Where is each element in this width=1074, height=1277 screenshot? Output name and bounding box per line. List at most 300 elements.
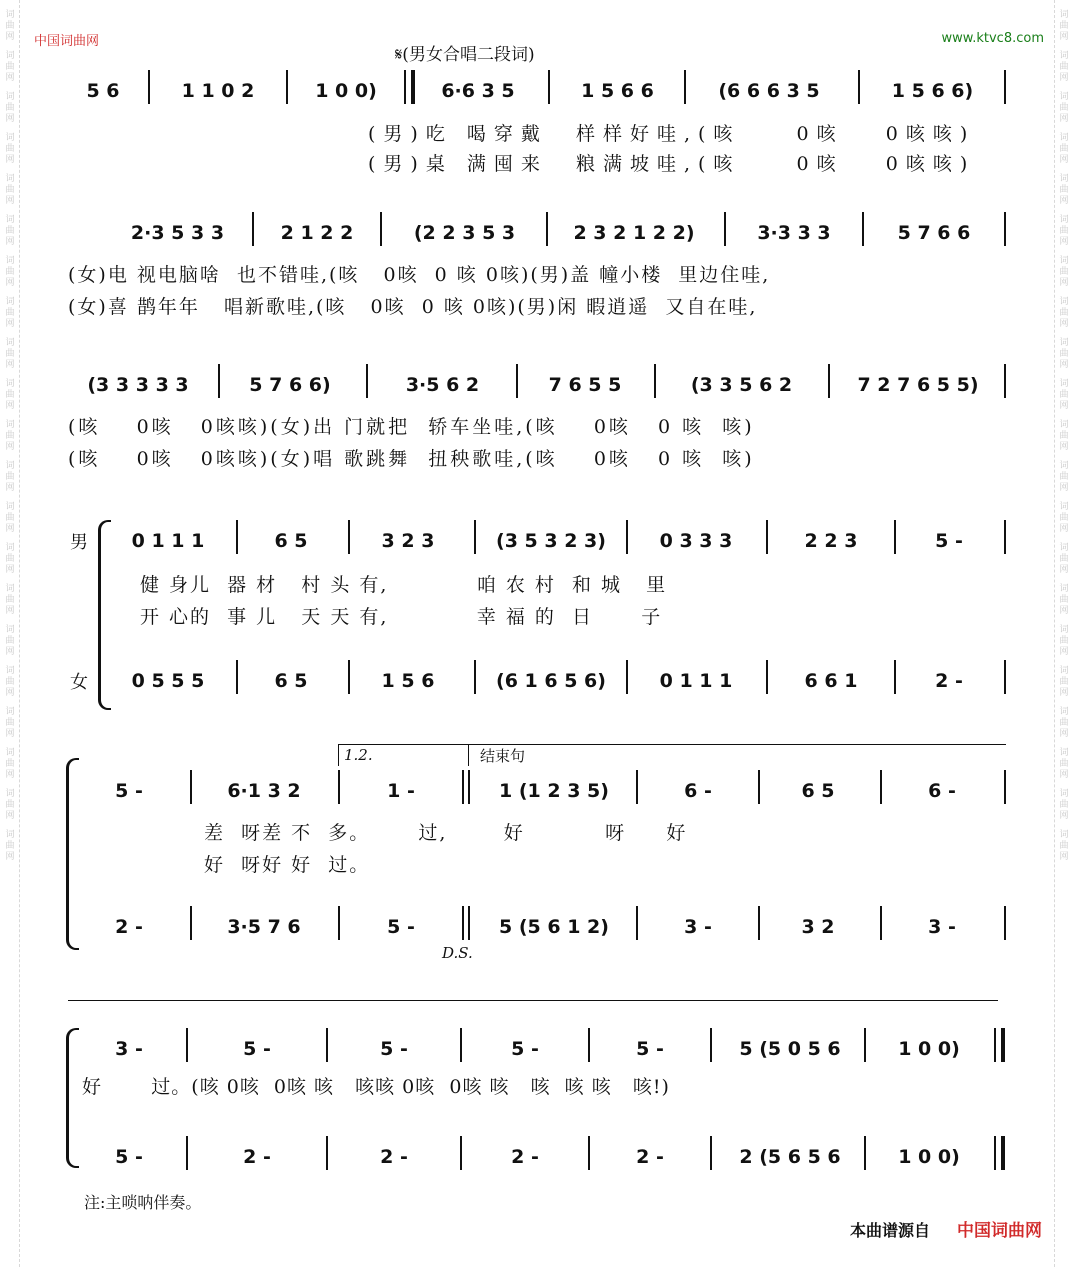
watermark-char: 词 xyxy=(1059,830,1069,840)
measure: 1 0 0) xyxy=(898,1146,960,1168)
watermark-char: 词 xyxy=(5,707,15,717)
measure: 5 7 6 6 xyxy=(897,222,971,244)
barline xyxy=(636,770,638,804)
watermark-char: 曲 xyxy=(1059,144,1069,154)
lyric-text: (男)吃 喝穿戴 样样好哇,(咳 0咳 0咳咳) xyxy=(368,123,976,145)
watermark-char: 词 xyxy=(5,666,15,676)
watermark-char: 曲 xyxy=(5,472,15,482)
section-title: 𝄋(男女合唱二段词) xyxy=(395,45,535,65)
watermark-char: 词 xyxy=(1059,92,1069,102)
watermark-char: 词 xyxy=(5,461,15,471)
ds-label: D.S. xyxy=(442,944,473,962)
watermark-char: 曲 xyxy=(5,595,15,605)
header-brand-link[interactable]: 中国词曲网 xyxy=(34,34,100,49)
volta-bracket-end xyxy=(468,744,469,766)
measure: 0 5 5 5 xyxy=(131,670,205,692)
barline xyxy=(858,70,860,104)
barline xyxy=(862,212,864,246)
watermark-char: 曲 xyxy=(1059,513,1069,523)
watermark-char: 曲 xyxy=(1059,226,1069,236)
male-notes-line xyxy=(0,526,1074,556)
watermark-stamp xyxy=(1059,338,1068,371)
watermark-char: 网 xyxy=(5,155,15,165)
measure: 5 6 xyxy=(86,80,120,102)
male-lyrics-line xyxy=(0,602,1074,628)
watermark-char: 网 xyxy=(5,319,15,329)
watermark-char: 曲 xyxy=(1059,718,1069,728)
lyrics-line xyxy=(0,119,1074,145)
measure: (3 3 3 3 3 xyxy=(87,374,189,396)
barline xyxy=(286,70,288,104)
measure: 2 - xyxy=(636,1146,664,1168)
watermark-char: 网 xyxy=(5,688,15,698)
watermark-char: 词 xyxy=(5,502,15,512)
measure: 1 1 0 2 xyxy=(181,80,255,102)
watermark-char: 网 xyxy=(5,647,15,657)
barline xyxy=(516,364,518,398)
barline xyxy=(326,1028,328,1062)
measure: 6 6 1 xyxy=(804,670,858,692)
barline xyxy=(894,660,896,694)
watermark-char: 曲 xyxy=(1059,800,1069,810)
watermark-char: 曲 xyxy=(5,759,15,769)
barline xyxy=(236,520,238,554)
barline xyxy=(218,364,220,398)
lyric-text: (咳 0咳 0咳咳)(女)唱 歌跳舞 扭秧歌哇,(咳 0咳 0 咳 咳) xyxy=(68,448,755,470)
measure: 6 - xyxy=(928,780,956,802)
barline xyxy=(626,660,628,694)
measure: 3 - xyxy=(684,916,712,938)
watermark-char: 网 xyxy=(5,770,15,780)
barline xyxy=(626,520,628,554)
watermark-char: 网 xyxy=(5,237,15,247)
volta-bracket-line xyxy=(338,744,1006,745)
barline xyxy=(186,1028,188,1062)
watermark-char: 词 xyxy=(5,92,15,102)
measure: 0 1 1 1 xyxy=(131,530,205,552)
watermark-char: 曲 xyxy=(1059,759,1069,769)
watermark-char: 词 xyxy=(5,256,15,266)
measure: 5 - xyxy=(387,916,415,938)
barline xyxy=(460,1028,462,1062)
watermark-char: 曲 xyxy=(5,103,15,113)
final-barline xyxy=(994,1136,1005,1170)
watermark-char: 词 xyxy=(1059,10,1069,20)
watermark-char: 词 xyxy=(5,584,15,594)
measure: 1 (1 2 3 5) xyxy=(499,780,609,802)
watermark-char: 网 xyxy=(1059,73,1069,83)
watermark-char: 词 xyxy=(1059,174,1069,184)
watermark-char: 词 xyxy=(5,338,15,348)
female-notes-line xyxy=(0,666,1074,696)
measure: 3 - xyxy=(115,1038,143,1060)
measure: 2 - xyxy=(115,916,143,938)
watermark-char: 词 xyxy=(5,789,15,799)
watermark-char: 网 xyxy=(1059,319,1069,329)
ending-label: 结束句 xyxy=(480,747,526,765)
barline xyxy=(186,1136,188,1170)
watermark-char: 网 xyxy=(1059,688,1069,698)
measure: 1 5 6 6) xyxy=(891,80,974,102)
barline xyxy=(1004,212,1006,246)
watermark-char: 曲 xyxy=(1059,390,1069,400)
watermark-char: 词 xyxy=(5,215,15,225)
watermark-char: 曲 xyxy=(5,62,15,72)
measure: 1 0 0) xyxy=(898,1038,960,1060)
measure: 2 - xyxy=(511,1146,539,1168)
watermark-char: 曲 xyxy=(1059,595,1069,605)
barline xyxy=(1004,770,1006,804)
measure: 0 3 3 3 xyxy=(659,530,733,552)
measure: 7 2 7 6 5 5) xyxy=(857,374,979,396)
watermark-char: 网 xyxy=(5,278,15,288)
measure: 3 - xyxy=(928,916,956,938)
measure: 5 - xyxy=(115,780,143,802)
watermark-char: 网 xyxy=(1059,237,1069,247)
watermark-stamp xyxy=(1059,10,1068,43)
male-part-label: 男 xyxy=(70,532,88,553)
watermark-char: 网 xyxy=(1059,360,1069,370)
watermark-char: 曲 xyxy=(5,267,15,277)
measure: 5 - xyxy=(511,1038,539,1060)
watermark-char: 网 xyxy=(1059,278,1069,288)
watermark-char: 曲 xyxy=(5,349,15,359)
measure: (3 3 5 6 2 xyxy=(690,374,793,396)
watermark-char: 网 xyxy=(1059,114,1069,124)
barline xyxy=(758,906,760,940)
watermark-char: 曲 xyxy=(1059,103,1069,113)
watermark-char: 曲 xyxy=(1059,677,1069,687)
watermark-char: 曲 xyxy=(1059,349,1069,359)
measure: 3·3 3 3 xyxy=(757,222,831,244)
watermark-char: 网 xyxy=(1059,565,1069,575)
barline xyxy=(880,770,882,804)
watermark-char: 词 xyxy=(1059,502,1069,512)
barline xyxy=(758,770,760,804)
male-notes-line xyxy=(0,776,1074,806)
measure: 5 (5 6 1 2) xyxy=(499,916,609,938)
measure: 2 - xyxy=(243,1146,271,1168)
watermark-char: 网 xyxy=(5,729,15,739)
watermark-char: 词 xyxy=(5,297,15,307)
measure: (6 1 6 5 6) xyxy=(496,670,606,692)
watermark-char: 网 xyxy=(1059,606,1069,616)
barline xyxy=(348,660,350,694)
female-notes-line xyxy=(0,912,1074,942)
segno-barline xyxy=(404,70,415,104)
watermark-char: 词 xyxy=(5,543,15,553)
female-notes-line xyxy=(0,1142,1074,1172)
watermark-char: 网 xyxy=(5,442,15,452)
watermark-char: 词 xyxy=(1059,543,1069,553)
watermark-char: 曲 xyxy=(1059,62,1069,72)
measure: 7 6 5 5 xyxy=(548,374,622,396)
watermark-char: 曲 xyxy=(5,677,15,687)
lyrics-line xyxy=(0,260,1074,286)
barline xyxy=(338,906,340,940)
lyric-text: (咳 0咳 0咳咳)(女)出 门就把 轿车坐哇,(咳 0咳 0 咳 咳) xyxy=(68,416,755,438)
measure: 6 5 xyxy=(801,780,835,802)
watermark-stamp xyxy=(1059,625,1068,658)
watermark-char: 网 xyxy=(1059,852,1069,862)
barline xyxy=(474,520,476,554)
male-lyrics-line xyxy=(0,818,1074,844)
barline xyxy=(190,906,192,940)
watermark-char: 曲 xyxy=(5,21,15,31)
measure: 2·3 5 3 3 xyxy=(130,222,225,244)
watermark-char: 词 xyxy=(5,10,15,20)
watermark-char: 曲 xyxy=(5,185,15,195)
watermark-char: 曲 xyxy=(5,144,15,154)
barline xyxy=(1004,660,1006,694)
watermark-char: 网 xyxy=(5,401,15,411)
measure: 5 - xyxy=(243,1038,271,1060)
watermark-char: 词 xyxy=(1059,133,1069,143)
male-lyrics-line xyxy=(0,570,1074,596)
watermark-char: 网 xyxy=(5,852,15,862)
measure: 6·6 3 5 xyxy=(441,80,515,102)
barline xyxy=(588,1028,590,1062)
watermark-char: 曲 xyxy=(1059,185,1069,195)
watermark-char: 曲 xyxy=(5,431,15,441)
barline xyxy=(1004,70,1006,104)
female-part-label: 女 xyxy=(70,672,88,693)
watermark-char: 网 xyxy=(5,811,15,821)
measure: (6 6 6 3 5 xyxy=(718,80,820,102)
watermark-char: 网 xyxy=(1059,770,1069,780)
source-brand-link[interactable]: 中国词曲网 xyxy=(957,1221,1042,1241)
measure: 2 (5 6 5 6 xyxy=(739,1146,841,1168)
male-notes-line xyxy=(0,1034,1074,1064)
volta-bracket-start xyxy=(338,744,339,766)
barline xyxy=(252,212,254,246)
watermark-char: 词 xyxy=(1059,584,1069,594)
watermark-char: 词 xyxy=(1059,379,1069,389)
barline xyxy=(1004,906,1006,940)
watermark-char: 曲 xyxy=(5,554,15,564)
watermark-char: 词 xyxy=(5,625,15,635)
measure: 5 - xyxy=(935,530,963,552)
lyric-text: 差 呀差 不 多。 过, 好 呀 好 xyxy=(204,822,688,844)
barline xyxy=(864,1028,866,1062)
measure: 5 - xyxy=(380,1038,408,1060)
lyric-text: (男)桌 满囤来 粮满坡哇,(咳 0咳 0咳咳) xyxy=(368,153,976,175)
watermark-char: 曲 xyxy=(5,390,15,400)
measure: 1 5 6 6 xyxy=(581,80,654,102)
measure: 5 - xyxy=(636,1038,664,1060)
lyrics-line xyxy=(0,412,1074,438)
watermark-char: 网 xyxy=(1059,483,1069,493)
watermark-char: 词 xyxy=(1059,51,1069,61)
barline xyxy=(326,1136,328,1170)
measure: 1 0 0) xyxy=(315,80,377,102)
barline xyxy=(828,364,830,398)
watermark-char: 曲 xyxy=(5,636,15,646)
watermark-char: 曲 xyxy=(1059,636,1069,646)
measure: 5 7 6 6) xyxy=(249,374,331,396)
measure: 3·5 7 6 xyxy=(227,916,301,938)
watermark-char: 词 xyxy=(1059,461,1069,471)
source-label: 本曲谱源自 xyxy=(849,1221,930,1240)
watermark-char: 网 xyxy=(1059,729,1069,739)
header-url-link[interactable]: www.ktvc8.com xyxy=(941,31,1044,46)
watermark-char: 曲 xyxy=(1059,431,1069,441)
measure: 5 - xyxy=(115,1146,143,1168)
watermark-char: 曲 xyxy=(5,513,15,523)
lyric-text: (女)电 视电脑啥 也不错哇,(咳 0咳 0 咳 0咳)(男)盖 幢小楼 里边住哇, xyxy=(68,264,771,286)
measure: 3 2 xyxy=(801,916,835,938)
lyric-text: 好 呀好 好 过。 xyxy=(204,854,371,876)
measure: (2 2 3 5 3 xyxy=(413,222,516,244)
barline xyxy=(654,364,656,398)
watermark-char: 曲 xyxy=(5,226,15,236)
measure: 6 - xyxy=(684,780,712,802)
watermark-char: 网 xyxy=(1059,524,1069,534)
watermark-char: 网 xyxy=(5,32,15,42)
measure: 6 5 xyxy=(274,530,308,552)
watermark-char: 网 xyxy=(5,565,15,575)
watermark-char: 词 xyxy=(5,420,15,430)
watermark-char: 词 xyxy=(1059,338,1069,348)
barline xyxy=(894,520,896,554)
watermark-char: 词 xyxy=(1059,215,1069,225)
watermark-char: 词 xyxy=(5,748,15,758)
watermark-char: 词 xyxy=(1059,297,1069,307)
measure: 2 - xyxy=(380,1146,408,1168)
watermark-stamp xyxy=(1059,707,1068,740)
barline xyxy=(766,520,768,554)
watermark-char: 词 xyxy=(5,174,15,184)
measure: 0 1 1 1 xyxy=(659,670,733,692)
watermark-char: 曲 xyxy=(5,841,15,851)
watermark-char: 词 xyxy=(5,133,15,143)
watermark-char: 网 xyxy=(1059,811,1069,821)
system-top-rule xyxy=(68,1000,998,1001)
measure: 3 2 3 xyxy=(381,530,435,552)
watermark-char: 词 xyxy=(5,51,15,61)
measure: 1 - xyxy=(387,780,415,802)
barline xyxy=(710,1136,712,1170)
barline xyxy=(880,906,882,940)
male-lyrics-line xyxy=(0,1072,1074,1098)
lyrics-line xyxy=(0,292,1074,318)
watermark-char: 网 xyxy=(1059,155,1069,165)
watermark-char: 曲 xyxy=(5,308,15,318)
barline xyxy=(588,1136,590,1170)
watermark-char: 网 xyxy=(5,483,15,493)
lyric-text: 好 过。(咳 0咳 0咳 咳 咳咳 0咳 0咳 咳 咳 咳 咳 咳!) xyxy=(82,1076,670,1098)
watermark-char: 网 xyxy=(1059,32,1069,42)
barline xyxy=(548,70,550,104)
barline xyxy=(766,660,768,694)
watermark-char: 曲 xyxy=(1059,841,1069,851)
watermark-char: 曲 xyxy=(1059,308,1069,318)
watermark-char: 网 xyxy=(1059,442,1069,452)
measure: 2 - xyxy=(935,670,963,692)
notes-line xyxy=(0,218,1074,248)
measure: 2 3 2 1 2 2) xyxy=(573,222,695,244)
barline xyxy=(636,906,638,940)
watermark-stamp xyxy=(1059,174,1068,207)
lyric-text: 开 心的 事 儿 天 天 有, 幸 福 的 日 子 xyxy=(140,606,663,628)
notes-line xyxy=(0,370,1074,400)
repeat-barline xyxy=(462,770,470,804)
measure: 6 5 xyxy=(274,670,308,692)
barline xyxy=(190,770,192,804)
barline xyxy=(710,1028,712,1062)
measure: 5 (5 0 5 6 xyxy=(739,1038,841,1060)
barline xyxy=(546,212,548,246)
watermark-stamp xyxy=(5,10,14,43)
watermark-char: 词 xyxy=(5,830,15,840)
barline xyxy=(380,212,382,246)
watermark-char: 词 xyxy=(1059,256,1069,266)
measure: (3 5 3 2 3) xyxy=(496,530,606,552)
watermark-char: 词 xyxy=(5,379,15,389)
measure: 3·5 6 2 xyxy=(405,374,480,396)
watermark-char: 网 xyxy=(1059,647,1069,657)
watermark-stamp xyxy=(5,707,14,740)
lyric-text: (女)喜 鹊年年 唱新歌哇,(咳 0咳 0 咳 0咳)(男)闲 暇逍遥 又自在哇, xyxy=(68,296,758,318)
barline xyxy=(460,1136,462,1170)
barline xyxy=(474,660,476,694)
barline xyxy=(1004,364,1006,398)
watermark-char: 词 xyxy=(1059,789,1069,799)
measure: 2 2 3 xyxy=(804,530,858,552)
watermark-char: 曲 xyxy=(5,800,15,810)
notes-line xyxy=(0,76,1074,106)
barline xyxy=(236,660,238,694)
watermark-char: 网 xyxy=(5,73,15,83)
watermark-char: 曲 xyxy=(1059,472,1069,482)
watermark-char: 曲 xyxy=(1059,267,1069,277)
footnote: 注:主唢呐伴奏。 xyxy=(84,1193,202,1212)
watermark-char: 词 xyxy=(1059,707,1069,717)
watermark-char: 网 xyxy=(1059,401,1069,411)
watermark-char: 网 xyxy=(5,606,15,616)
watermark-char: 词 xyxy=(1059,420,1069,430)
watermark-char: 词 xyxy=(1059,748,1069,758)
lyric-text: 健 身儿 器 材 村 头 有, 咱 农 村 和 城 里 xyxy=(140,574,668,596)
volta-label: 1.2. xyxy=(344,746,373,764)
watermark-char: 词 xyxy=(1059,625,1069,635)
barline xyxy=(348,520,350,554)
watermark-char: 曲 xyxy=(5,718,15,728)
measure: 2 1 2 2 xyxy=(280,222,354,244)
barline xyxy=(864,1136,866,1170)
repeat-barline xyxy=(462,906,470,940)
watermark-char: 曲 xyxy=(1059,554,1069,564)
barline xyxy=(148,70,150,104)
lyrics-line xyxy=(0,149,1074,175)
measure: 1 5 6 xyxy=(381,670,435,692)
watermark-char: 曲 xyxy=(1059,21,1069,31)
barline xyxy=(684,70,686,104)
barline xyxy=(724,212,726,246)
measure: 6·1 3 2 xyxy=(227,780,301,802)
barline xyxy=(338,770,340,804)
watermark-char: 词 xyxy=(1059,666,1069,676)
lyrics-line xyxy=(0,444,1074,470)
watermark-char: 网 xyxy=(5,524,15,534)
watermark-char: 网 xyxy=(1059,196,1069,206)
watermark-char: 网 xyxy=(5,196,15,206)
watermark-char: 网 xyxy=(5,114,15,124)
final-barline xyxy=(994,1028,1005,1062)
barline xyxy=(1004,520,1006,554)
male-lyrics-line xyxy=(0,850,1074,876)
watermark-char: 网 xyxy=(5,360,15,370)
